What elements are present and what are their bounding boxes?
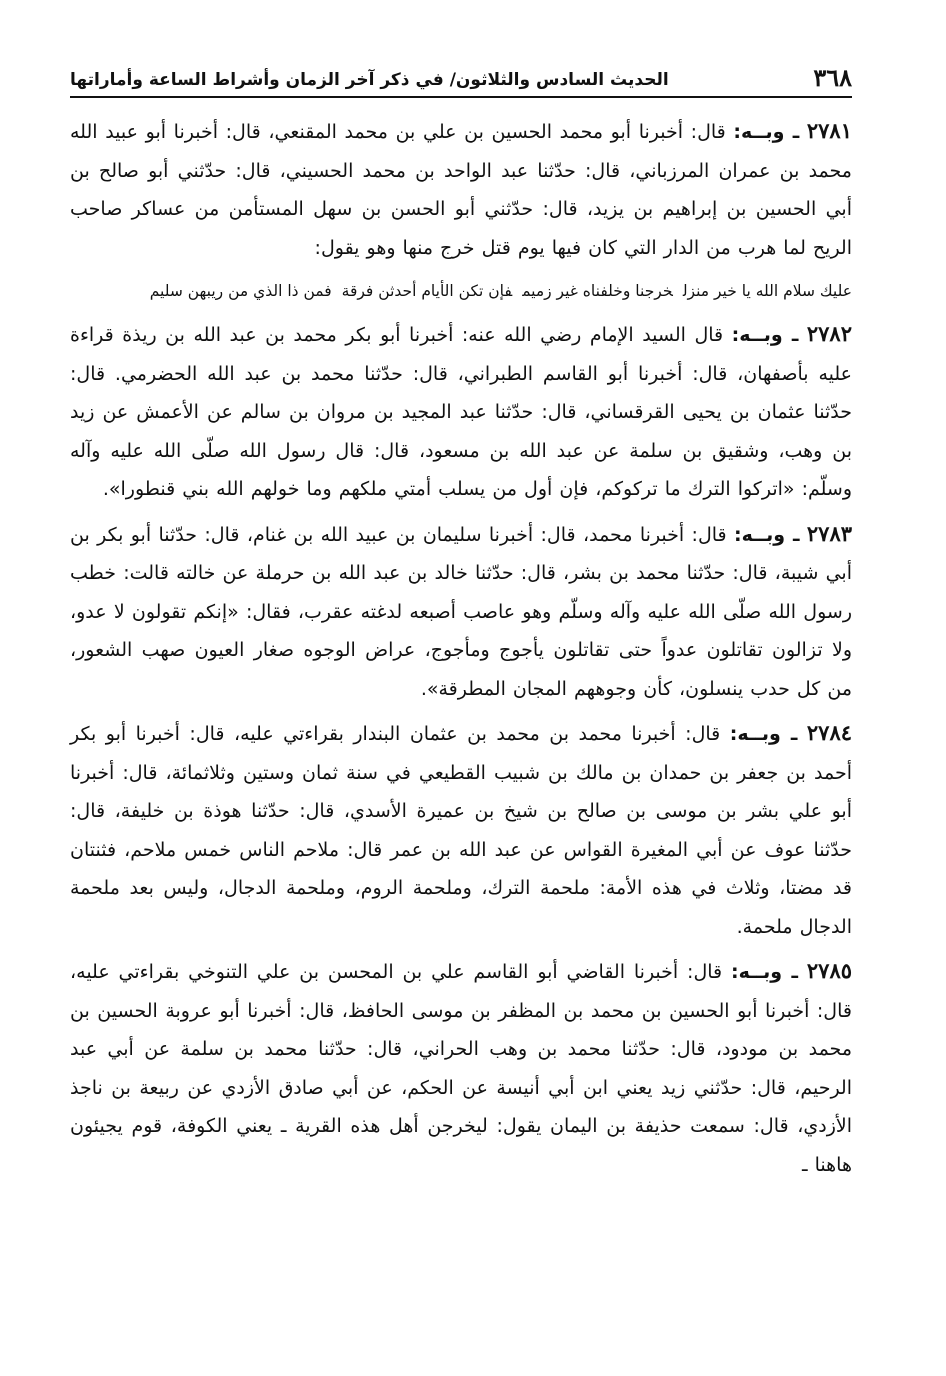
hadith-number: ٢٧٨٥ <box>806 958 853 983</box>
hadith-text: قال: أخبرنا محمد بن محمد بن عثمان البندار بقراءتي عليه، قال: أخبرنا أبو بكر أحمد بن جعفر بن حمدان بن مالك بن شبيب القطيعي في سنة ثمان وستين وثلاثمائة، قال: أخبرنا أبو علي بشر بن موسى بن صالح بن شيخ بن عميرة الأسدي، قال: حدّثنا هوذة بن خليفة، قال: حدّثنا عوف عن أبي المغيرة القواس عن عبد الله بن عمر قال: ملاحم الناس خمس ملاحم، فثنتان قد مضتا، وثلاث في هذه الأمة: ملحمة الترك، وملحمة الروم، وملحمة الدجال، وليس بعد ملحمة الدجال ملحمة. <box>70 723 852 938</box>
hadith-text: قال: أخبرنا أبو محمد الحسين بن علي بن محمد المقنعي، قال: أخبرنا أبو عبيد الله محمد بن عمران المرزباني، قال: حدّثنا عبد الواحد بن محمد الحسيني، قال: حدّثني أبو صالح بن أبي الحسين بن إبراهيم بن يزيد، قال: حدّثني أبو الحسن بن سهل المستأمن من عساكر صاحب الريح لما هرب من الدار التي كان فيها يوم قتل خرج منها وهو يقول: <box>70 121 852 259</box>
hadith-paragraph <box>70 952 852 1184</box>
hadith-number: ٢٧٨٢ <box>806 321 852 346</box>
hadith-number: ٢٧٨٣ <box>806 520 853 546</box>
hadith-paragraph <box>70 515 852 709</box>
running-title: الحديث السادس والثلاثون/ في ذكر آخر الزمان وأشراط الساعة وأماراتها <box>70 70 669 90</box>
hadith-number: ٢٧٨١ <box>806 118 852 143</box>
hadith-marker: ـ وبــه: <box>729 723 798 745</box>
hadith-marker: ـ وبــه: <box>731 324 799 346</box>
hadith-marker: ـ وبــه: <box>731 961 799 983</box>
hadith-paragraph <box>70 112 852 267</box>
hadith-text: قال: أخبرنا محمد، قال: أخبرنا سليمان بن عبيد الله بن غنام، قال: حدّثنا أبو بكر بن أبي شيبة، قال: حدّثنا محمد بن بشر، قال: حدّثنا خالد بن عبد الله بن حرملة عن خالته قالت: خطب رسول الله صلّى الله عليه وآله وسلّم وهو عاصب أصبعه لدغته عقرب، فقال: «إنكم تقولون لا عدو، ولا تزالون تقاتلون عدواً حتى تقاتلون يأجوج ومأجوج، عراض الوجوه صغار العيون صهب الشعور، من كل حدب ينسلون، كأن وجوههم المجان المطرقة». <box>70 523 852 700</box>
hadith-marker: ـ وبــه: <box>734 523 800 546</box>
verse-hemistich: فإن تكن الأيام أحدثن فرقة <box>341 282 513 300</box>
book-page <box>70 58 852 1358</box>
verse-hemistich: عليك سلام الله يا خير منزل <box>682 282 852 300</box>
hadith-paragraph <box>70 315 852 509</box>
hadith-text: قال: أخبرنا القاضي أبو القاسم علي بن المحسن بن علي التنوخي بقراءتي عليه، قال: أخبرنا أبو الحسين بن محمد بن المظفر بن موسى الحافظ، قال: أخبرنا أبو عروبة الحسين بن محمد بن مودود، قال: حدّثنا محمد بن وهب الحراني، قال: حدّثنا محمد بن سلمة عن أبي عبد الرحيم، قال: حدّثني زيد يعني ابن أبي أنيسة عن الحكم، عن أبي صادق الأزدي عن ربيعة بن ناجذ الأزدي، قال: سمعت حذيفة بن اليمان يقول: ليخرجن أهل هذه القرية ـ يعني الكوفة، قوم يجيئون هاهنا ـ <box>70 961 852 1176</box>
hadith-marker: ـ وبــه: <box>733 121 800 143</box>
page-body <box>70 112 852 1184</box>
page-header <box>70 58 852 98</box>
page-number: ٣٦٨ <box>813 63 852 92</box>
poetry-verse <box>70 273 852 309</box>
hadith-paragraph <box>70 714 852 946</box>
hadith-text: قال السيد الإمام رضي الله عنه: أخبرنا أبو بكر محمد بن عبد الله بن ريذة قراءة عليه بأصفهان، قال: أخبرنا أبو القاسم الطبراني، قال: حدّثنا محمد بن عبد الله الحضرمي. قال: حدّثنا عثمان بن يحيى القرقساني، قال: حدّثنا عبد المجيد بن مروان بن سالم عن الأعمش عن زيد بن وهب، وشقيق بن سلمة عن عبد الله بن مسعود، قال: قال رسول الله صلّى الله عليه وآله وسلّم: «اتركوا الترك ما تركوكم، فإن أول من يسلب أمتي ملكهم وما خولهم الله بني قنطورا». <box>70 324 852 500</box>
hadith-number: ٢٧٨٤ <box>806 720 853 745</box>
verse-hemistich: خرجنا وخلفناه غير زميم <box>522 282 673 300</box>
verse-hemistich: فمن ذا الذي من ريبهن سليم <box>149 282 332 300</box>
